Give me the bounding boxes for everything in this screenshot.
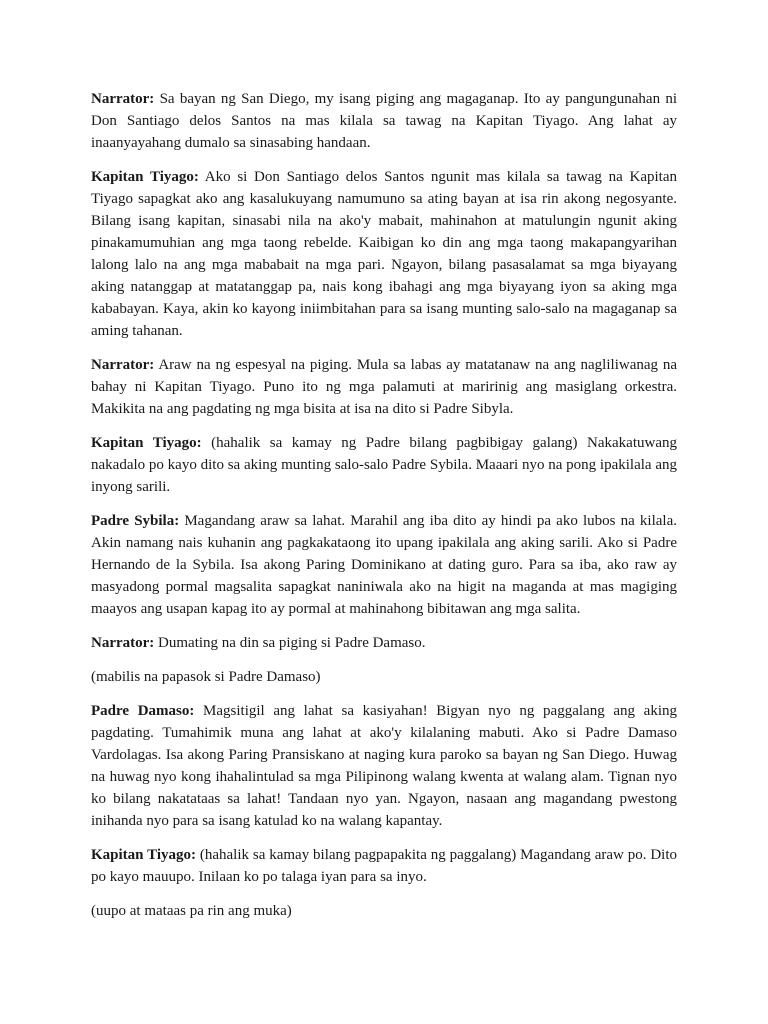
document-page [91, 88, 677, 934]
speaker-name: Padre Sybila: [91, 513, 180, 529]
speaker-name: Padre Damaso: [91, 703, 195, 719]
dialogue-text: (hahalik sa kamay ng Padre bilang pagbibigay galang) Nakakatuwang nakadalo po kayo dito sa aking munting salo-salo Padre Sybila. Maaari nyo na pong ipakilala ang inyong sarili. [91, 435, 677, 495]
stage-direction [91, 666, 677, 688]
script-paragraph [91, 510, 677, 620]
dialogue-text: Ako si Don Santiago delos Santos ngunit mas kilala sa tawag na Kapitan Tiyago sapagkat ako ang kasalukuyang namumuno sa ating bayan at isa rin akong negosyante. Bilang isang kapitan, sinasabi nila na ako'y mabait, mahinahon at matulungin ngunit aking pinakamumuhian ang mga taong rebelde. Kaibigan ko din ang mga taong makapangyarihan lalong lalo na ang mga mababait na mga pari. Ngayon, bilang pasasalamat sa mga biyayang aking natanggap at matatanggap pa, nais kong ibahagi ang mga biyayang iyon sa aking mga kababayan. Kaya, akin ko kayong iniimbitahan para sa isang munting salo-salo na magaganap sa aming tahanan. [91, 169, 677, 339]
script-paragraph [91, 88, 677, 154]
speaker-name: Kapitan Tiyago: [91, 847, 196, 863]
stage-direction-text: (uupo at mataas pa rin ang muka) [91, 903, 292, 919]
dialogue-text: Sa bayan ng San Diego, my isang piging ang magaganap. Ito ay pangungunahan ni Don Santiago delos Santos na mas kilala sa tawag na Kapitan Tiyago. Ang lahat ay inaanyayahang dumalo sa sinasabing handaan. [91, 91, 677, 151]
script-paragraph [91, 632, 677, 654]
script-paragraph [91, 700, 677, 832]
stage-direction-text: (mabilis na papasok si Padre Damaso) [91, 669, 321, 685]
dialogue-text: Magsitigil ang lahat sa kasiyahan! Bigyan nyo ng paggalang ang aking pagdating. Tumahimik muna ang lahat at ako'y kilalaning mabuti. Ako si Padre Damaso Vardolagas. Isa akong Paring Pransiskano at naging kura paroko sa bayan ng San Diego. Huwag na huwag nyo kong ihahalintulad sa mga Pilipinong walang kwenta at walang alam. Tignan nyo ko bilang nakatataas sa lahat! Tandaan nyo yan. Ngayon, nasaan ang magandang pwestong inihanda nyo para sa isang katulad ko na walang kapantay. [91, 703, 677, 829]
dialogue-text: Araw na ng espesyal na piging. Mula sa labas ay matatanaw na ang nagliliwanag na bahay ni Kapitan Tiyago. Puno ito ng mga palamuti at maririnig ang masiglang orkestra. Makikita na ang pagdating ng mga bisita at isa na dito si Padre Sibyla. [91, 357, 677, 417]
script-paragraph [91, 354, 677, 420]
speaker-name: Narrator: [91, 91, 155, 107]
speaker-name: Narrator: [91, 357, 155, 373]
script-paragraph [91, 166, 677, 342]
dialogue-text: Magandang araw sa lahat. Marahil ang iba dito ay hindi pa ako lubos na kilala. Akin namang nais kuhanin ang pagkakataong ito upang ipakilala ang aking sarili. Ako si Padre Hernando de la Sybila. Isa akong Paring Dominikano at dating guro. Para sa iba, ako raw ay masyadong pormal magsalita sapagkat naniniwala ako na higit na maganda at mas magiging maayos ang usapan kapag ito ay pormal at mahinahong bibitawan ang mga salita. [91, 513, 677, 617]
script-paragraph [91, 844, 677, 888]
dialogue-text: (hahalik sa kamay bilang pagpapakita ng paggalang) Magandang araw po. Dito po kayo mauupo. Inilaan ko po talaga iyan para sa inyo. [91, 847, 678, 885]
speaker-name: Kapitan Tiyago: [91, 169, 199, 185]
speaker-name: Narrator: [91, 635, 155, 651]
speaker-name: Kapitan Tiyago: [91, 435, 202, 451]
script-paragraph [91, 432, 677, 498]
dialogue-text: Dumating na din sa piging si Padre Damaso. [158, 635, 426, 651]
stage-direction [91, 900, 677, 922]
